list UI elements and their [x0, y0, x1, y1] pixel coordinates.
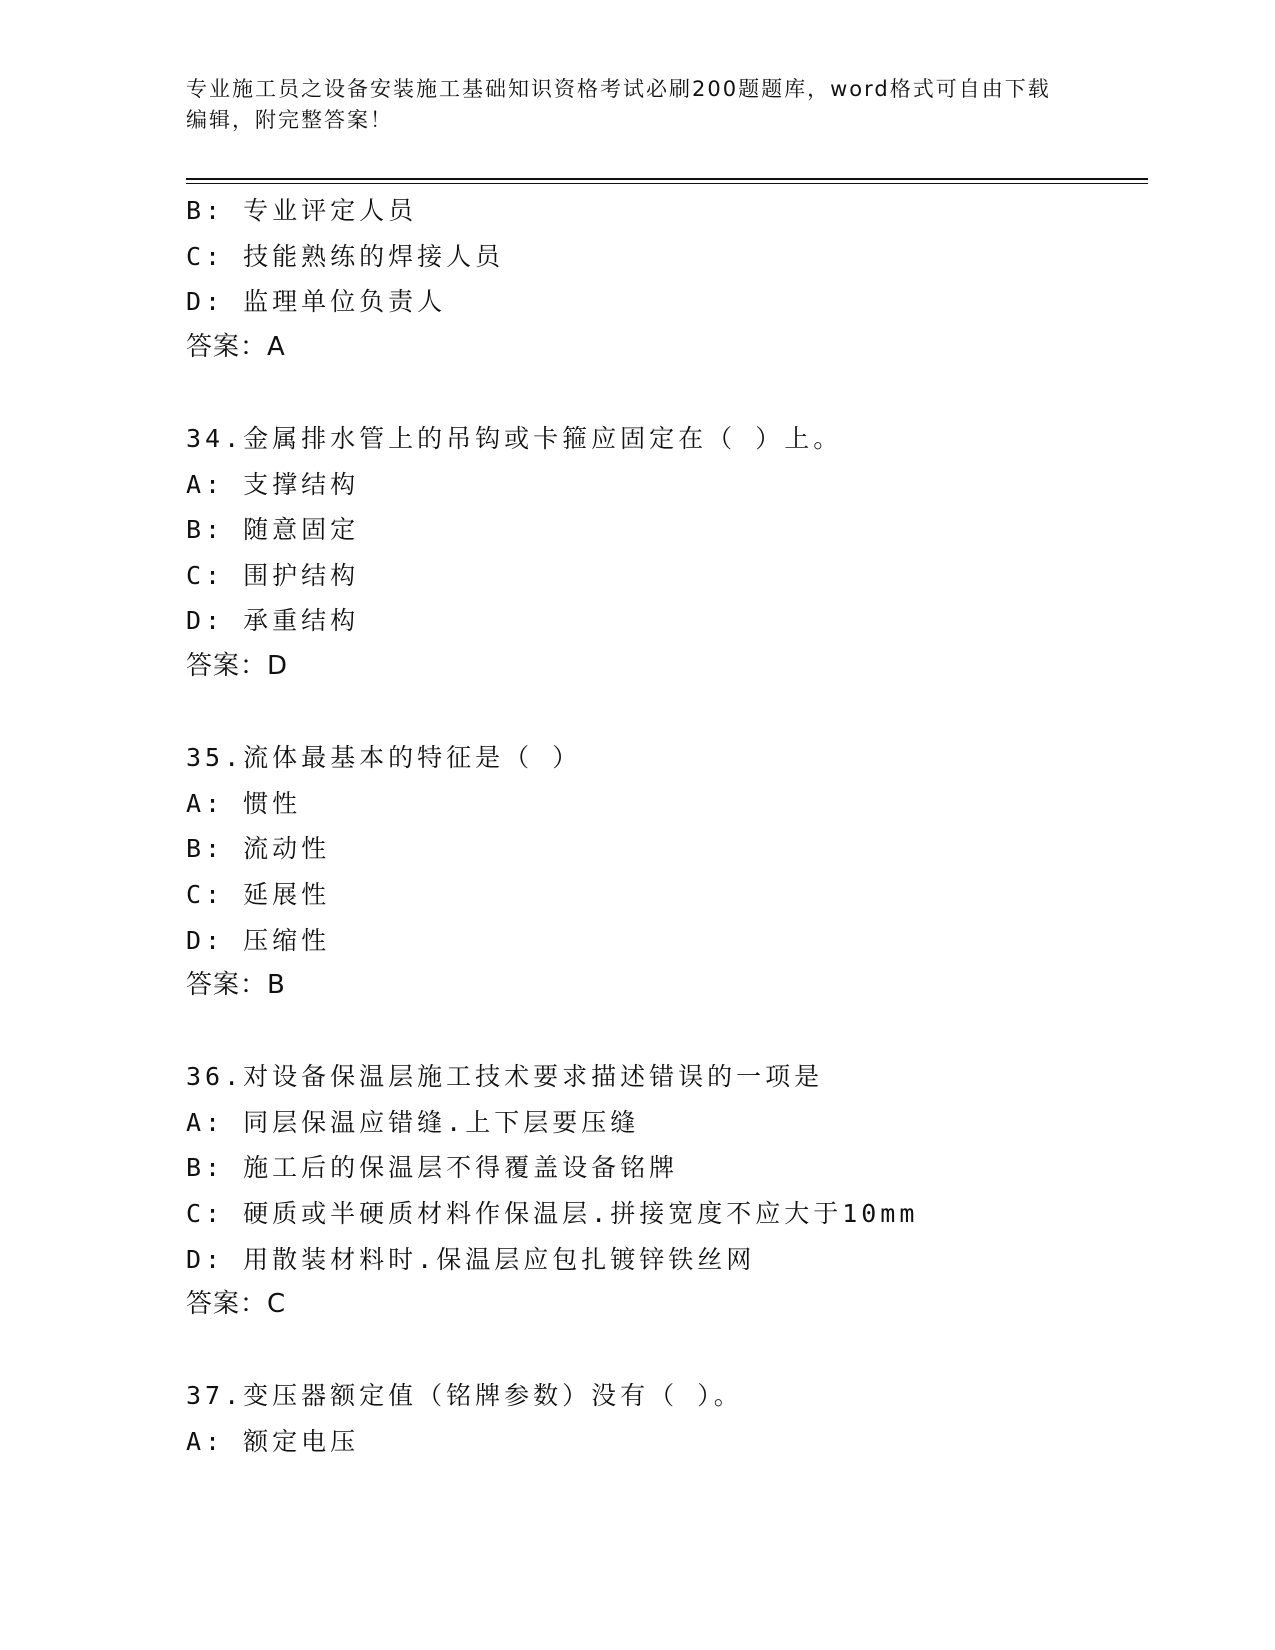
- header-divider-thick: [186, 178, 1148, 180]
- option-a: A: 支撑结构: [186, 469, 360, 499]
- option-c: C: 硬质或半硬质材料作保温层.拼接宽度不应大于10mm: [186, 1199, 919, 1229]
- option-d: D: 监理单位负责人: [186, 287, 447, 317]
- option-d: D: 用散装材料时.保温层应包扎镀锌铁丝网: [186, 1244, 756, 1274]
- answer-line: 答案：A: [186, 331, 286, 362]
- question-stem-35: 35.流体最基本的特征是（ ）: [186, 743, 582, 773]
- option-a: A: 额定电压: [186, 1427, 360, 1457]
- option-b: B: 施工后的保温层不得覆盖设备铭牌: [186, 1153, 679, 1183]
- option-b: B: 随意固定: [186, 515, 360, 545]
- question-stem-37: 37.变压器额定值（铭牌参数）没有（ ）。: [186, 1381, 743, 1411]
- option-b: B: 流动性: [186, 834, 331, 864]
- question-spacer: [186, 1009, 1146, 1055]
- option-c: C: 延展性: [186, 879, 331, 909]
- answer-line: 答案：D: [186, 650, 289, 681]
- option-c: C: 围护结构: [186, 560, 360, 590]
- question-spacer: [186, 370, 1146, 416]
- answer-line: 答案：B: [186, 970, 286, 1001]
- question-content: [186, 188, 1146, 1465]
- question-spacer: [186, 690, 1146, 736]
- answer-line: 答案：C: [186, 1289, 287, 1320]
- question-stem-34: 34.金属排水管上的吊钩或卡箍应固定在（ ）上。: [186, 423, 843, 453]
- question-spacer: [186, 1328, 1146, 1374]
- option-b: B: 专业评定人员: [186, 196, 418, 225]
- option-a: A: 同层保温应错缝.上下层要压缝: [186, 1107, 640, 1137]
- option-d: D: 承重结构: [186, 606, 360, 636]
- header-divider-thin: [186, 183, 1148, 184]
- question-stem-36: 36.对设备保温层施工技术要求描述错误的一项是: [186, 1062, 824, 1092]
- option-d: D: 压缩性: [186, 925, 331, 955]
- document-header-title: 专业施工员之设备安装施工基础知识资格考试必刷200题题库，word格式可自由下载编辑，附完整答案！: [186, 77, 1051, 132]
- option-c: C: 技能熟练的焊接人员: [186, 241, 505, 271]
- option-a: A: 惯性: [186, 788, 302, 818]
